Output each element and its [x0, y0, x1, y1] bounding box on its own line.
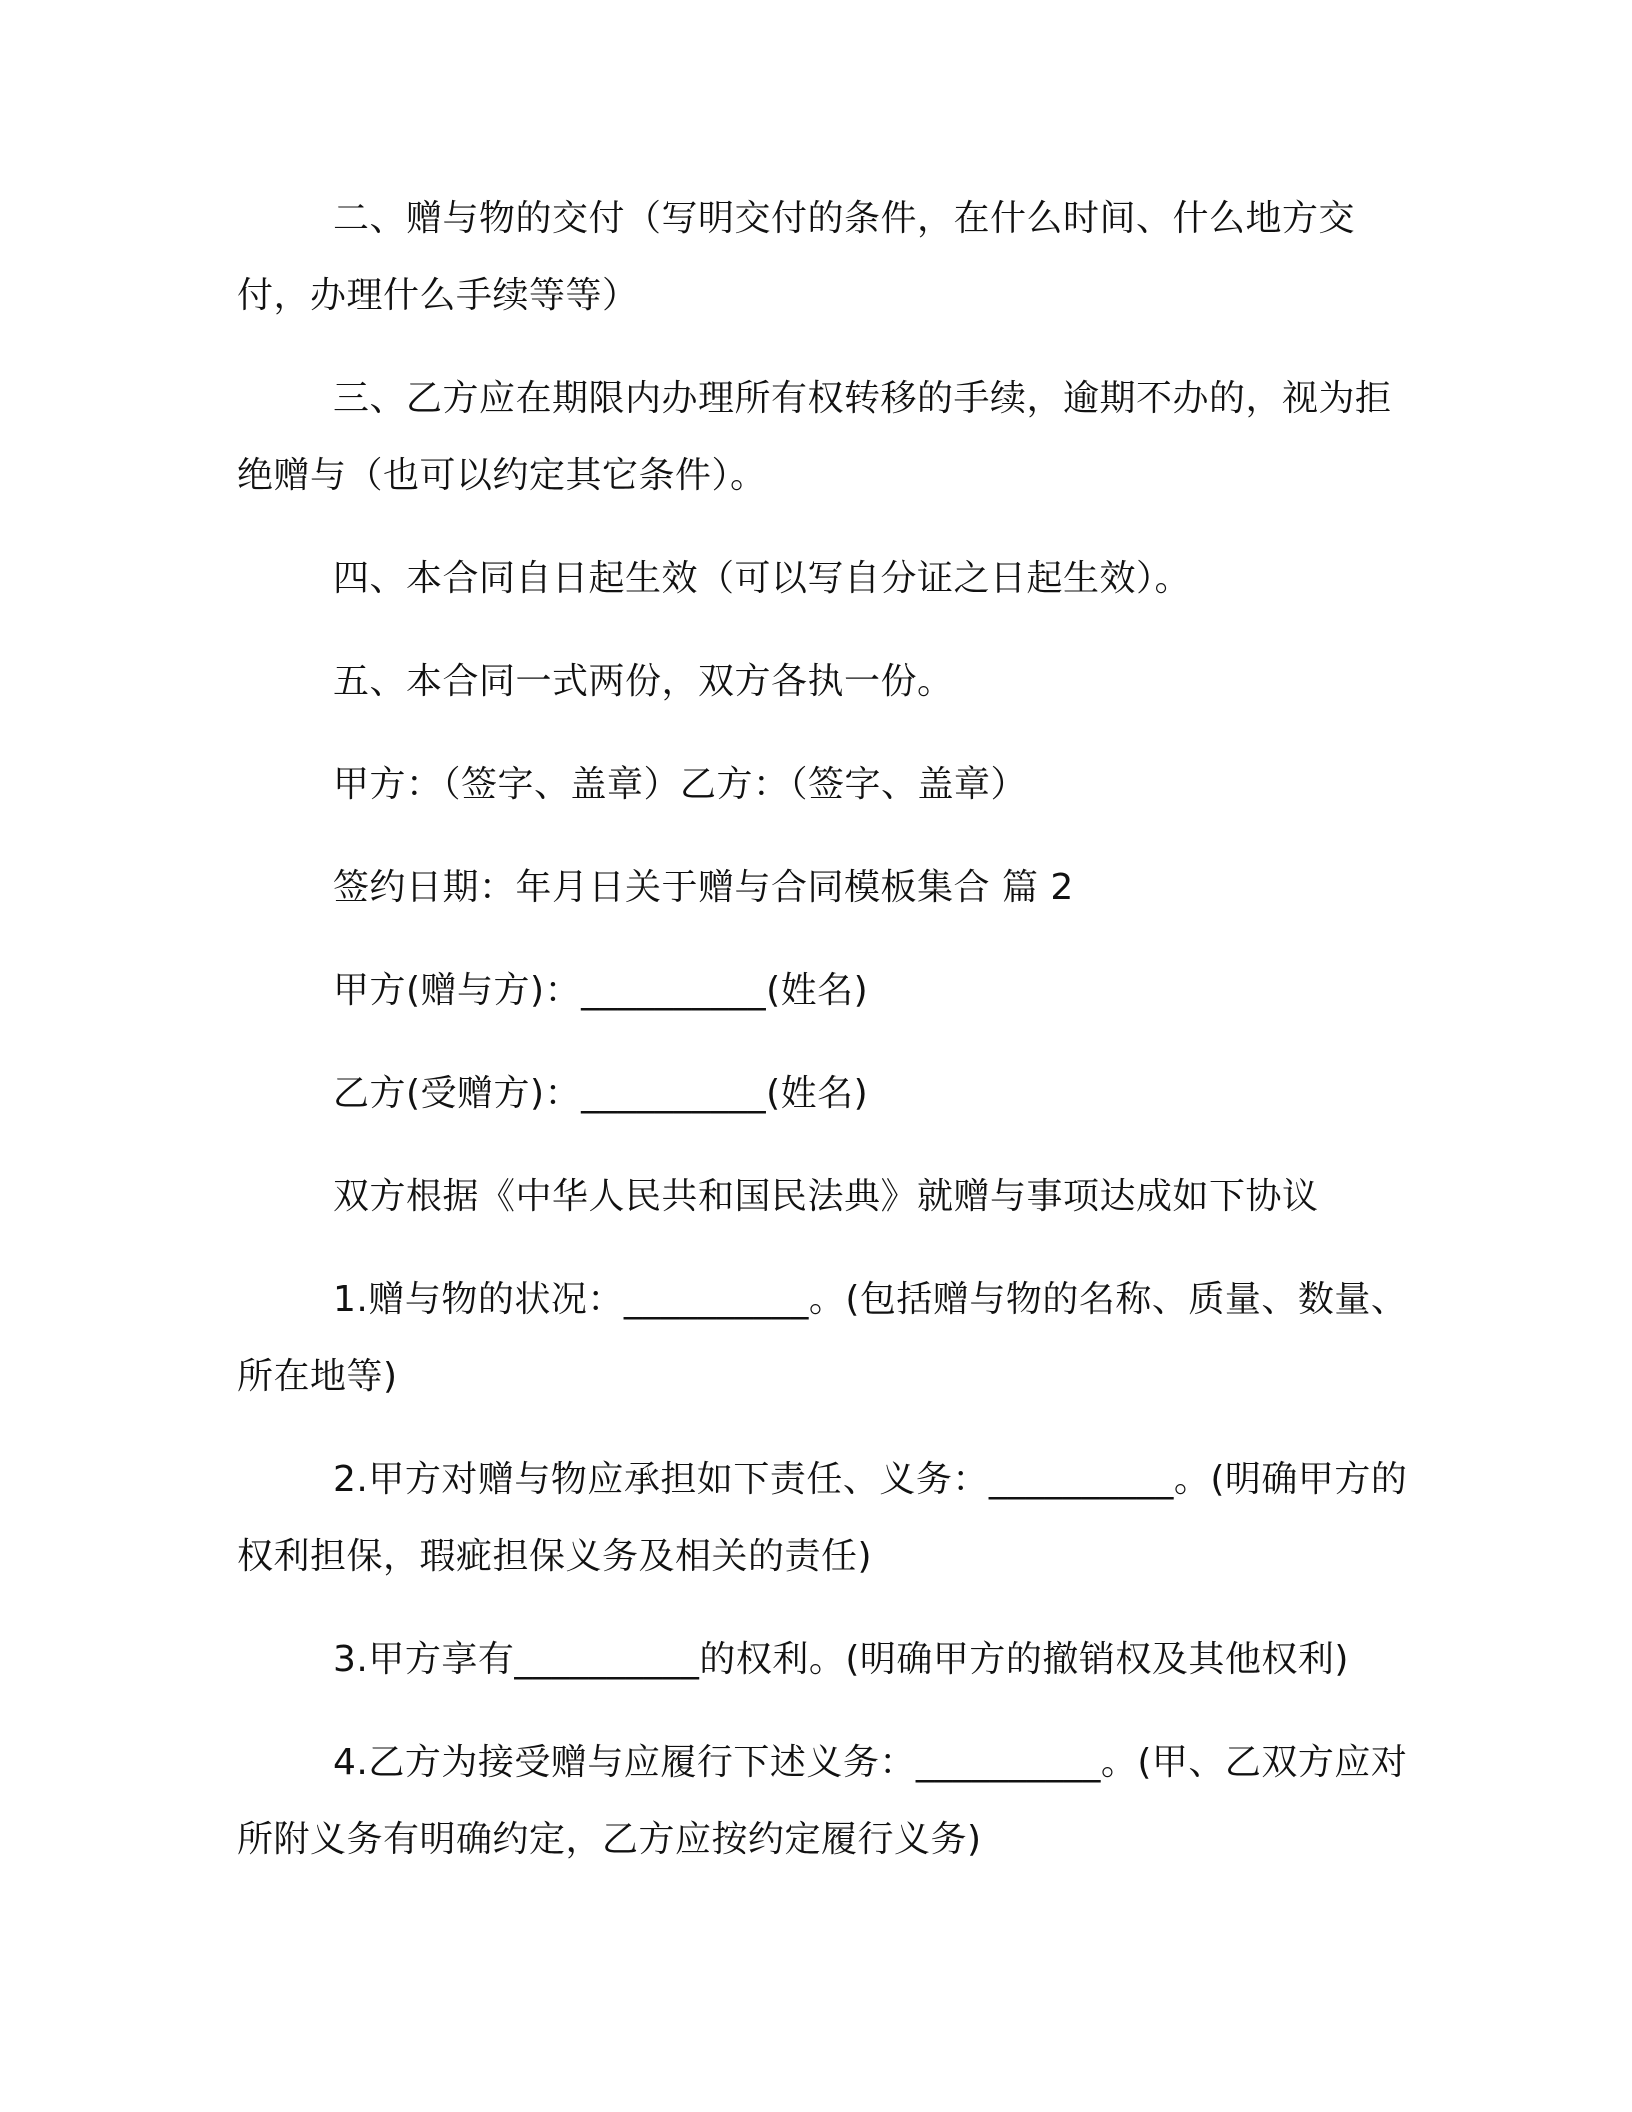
clause-4-party-b-obligations: 4.乙方为接受赠与应履行下述义务：__________。(甲、乙双方应对所附义务有明确约定，乙方应按约定履行义务) — [237, 1742, 1408, 1860]
signing-date-and-section-title: 签约日期：年月日关于赠与合同模板集合 篇 2 — [333, 867, 1074, 908]
document-body — [237, 180, 1412, 1904]
clause-ownership-transfer: 三、乙方应在期限内办理所有权转移的手续，逾期不办的，视为拒绝赠与（也可以约定其它条件）。 — [237, 378, 1392, 496]
clause-2-party-a-duties: 2.甲方对赠与物应承担如下责任、义务：__________。(明确甲方的权利担保，瑕疵担保义务及相关的责任) — [237, 1459, 1408, 1577]
clause-copies: 五、本合同一式两份，双方各执一份。 — [333, 661, 954, 702]
party-b-donee: 乙方(受赠方)：__________(姓名) — [333, 1073, 869, 1114]
clause-1-gift-condition: 1.赠与物的状况：__________。(包括赠与物的名称、质量、数量、所在地等) — [237, 1279, 1408, 1397]
party-a-donor: 甲方(赠与方)：__________(姓名) — [333, 970, 869, 1011]
agreement-preamble: 双方根据《中华人民共和国民法典》就赠与事项达成如下协议 — [333, 1176, 1319, 1217]
signature-line: 甲方：（签字、盖章）乙方：（签字、盖章） — [333, 764, 1028, 805]
clause-3-party-a-rights: 3.甲方享有__________的权利。(明确甲方的撤销权及其他权利) — [333, 1639, 1349, 1680]
clause-delivery: 二、赠与物的交付（写明交付的条件，在什么时间、什么地方交付，办理什么手续等等） — [237, 198, 1356, 316]
clause-effective-date: 四、本合同自日起生效（可以写自分证之日起生效）。 — [333, 558, 1192, 599]
